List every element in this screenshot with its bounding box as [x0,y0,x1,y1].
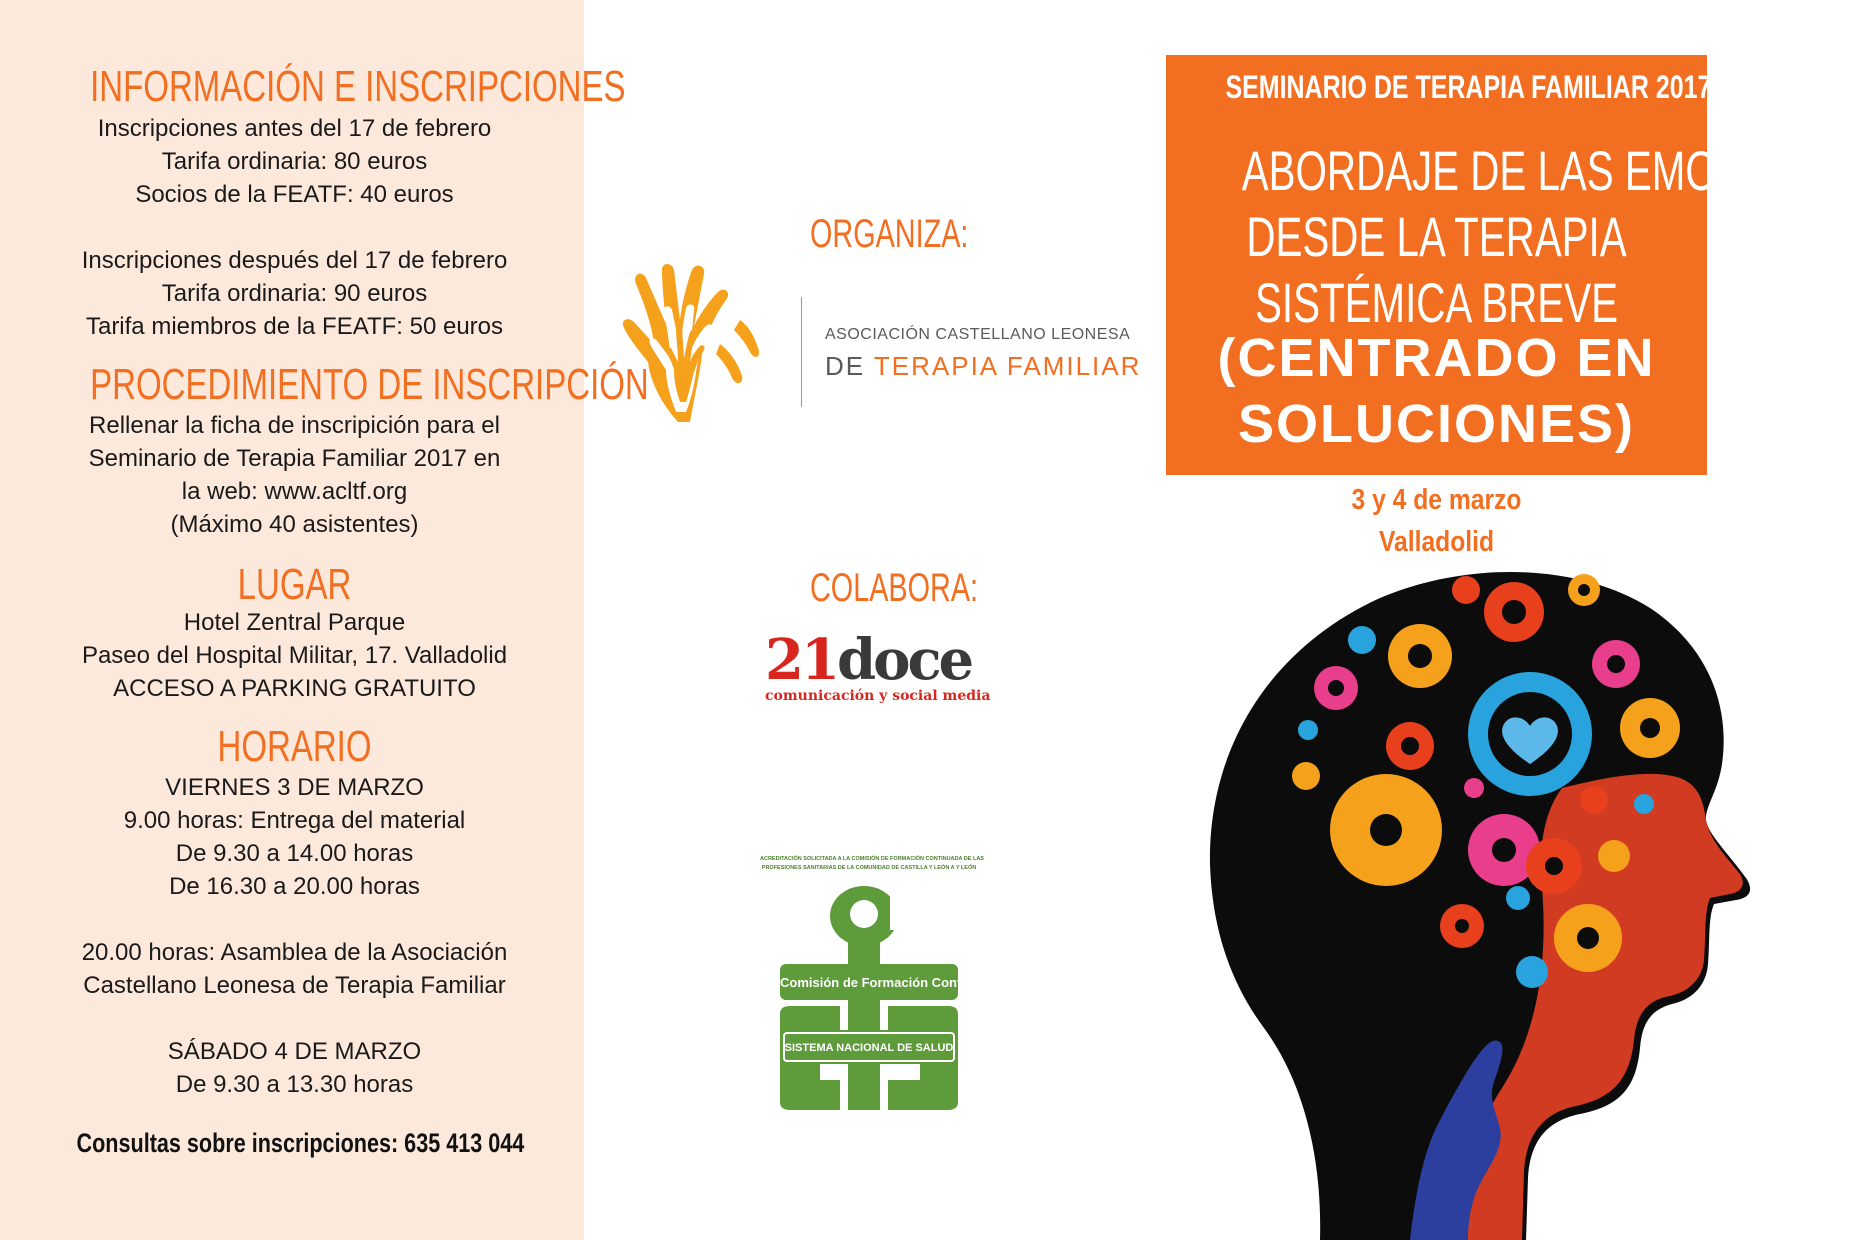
event-date: 3 y 4 de marzo [1351,484,1522,516]
cfc-emblem [780,880,1004,1112]
cfc-small-text-2: PROFESIONES SANITARIAS DE LA COMUNIDAD DE CASTILLA Y LEÓN A Y LEÓN [761,865,977,871]
place-heading: LUGAR [237,560,352,609]
doce-logo-numeral: 21 [765,627,837,693]
schedule-line: 9.00 horas: Entrega del material [123,807,466,834]
info-line: Tarifa miembros de la FEATF: 50 euros [85,313,504,340]
info-line: Socios de la FEATF: 40 euros [135,181,454,208]
info-line [22,211,567,244]
org-name-main: TERAPIA FAMILIAR [873,351,1142,381]
title-line: ABORDAJE DE LAS EMOCIONES [1241,139,1871,202]
procedure-heading: PROCEDIMIENTO DE INSCRIPCIÓN [90,360,649,409]
info-panel [0,0,649,1240]
schedule-line [22,903,567,936]
head-gears-illustration [1210,568,1754,1240]
event-city: Valladolid [1378,526,1495,558]
schedule-line: VIERNES 3 DE MARZO [165,774,424,801]
org-name-line-1: ASOCIACIÓN CASTELLANO LEONESA [825,326,1131,343]
hand-logo-icon [620,262,770,427]
schedule-line: SÁBADO 4 DE MARZO [167,1038,422,1065]
schedule-lines [22,771,567,1101]
org-name-line-2 [825,351,1141,382]
procedure-line: Rellenar la ficha de inscripición para el [89,412,500,439]
info-heading: INFORMACIÓN E INSCRIPCIONES [90,62,626,111]
cfc-logo [760,856,1004,1116]
title-line: DESDE LA TERAPIA [1246,205,1627,268]
cfc-small-text-1: ACREDITACIÓN SOLICITADA A LA COMISIÓN DE FORMACIÓN CONTINUADA DE LAS [760,856,984,862]
colabora-label: COLABORA: [810,566,979,610]
place-lines [22,606,567,705]
place-line: Paseo del Hospital Militar, 17. Valladolid [81,642,508,669]
schedule-line: De 16.30 a 20.00 horas [169,873,420,900]
seminar-subtitle [1166,325,1707,457]
schedule-line [22,1002,567,1035]
cfc-band-1: Comisión de Formación Continuada [780,975,1004,990]
info-line: Tarifa ordinaria: 80 euros [161,148,428,175]
schedule-line: Castellano Leonesa de Terapia Familiar [83,972,506,999]
seminar-kicker: SEMINARIO DE TERAPIA FAMILIAR 2017 [1225,69,1712,105]
doce-logo-word: doce [836,627,972,693]
org-divider [801,297,802,407]
cfc-band-2: SISTEMA NACIONAL DE SALUD [784,1042,954,1054]
place-line: ACCESO A PARKING GRATUITO [113,675,476,702]
organiza-label: ORGANIZA: [810,212,969,256]
place-line: Hotel Zentral Parque [183,609,406,636]
subtitle-line: SOLUCIONES) [1237,394,1636,454]
doce-logo-tagline: comunicación y social media [765,688,991,704]
contact-line: Consultas sobre inscripciones: 635 413 044 [76,1128,525,1158]
procedure-lines [22,409,567,541]
info-line: Tarifa ordinaria: 90 euros [161,280,428,307]
schedule-line: De 9.30 a 13.30 horas [175,1071,414,1098]
info-lines [22,112,567,343]
title-box [1166,55,1871,475]
procedure-line: (Máximo 40 asistentes) [170,511,419,538]
doce-logo-wordmark [765,627,972,693]
title-line: SISTÉMICA BREVE [1255,271,1618,334]
procedure-line: la web: www.acltf.org [181,478,408,505]
doce-logo [765,627,1005,712]
info-column [22,0,649,1240]
procedure-line: Seminario de Terapia Familiar 2017 en [88,445,501,472]
info-line: Inscripciones antes del 17 de febrero [97,115,492,142]
schedule-heading: HORARIO [217,722,372,771]
schedule-line: 20.00 horas: Asamblea de la Asociación [81,939,508,966]
org-name-prefix: DE [825,351,866,381]
seminar-title [1241,138,1871,336]
info-line: Inscripciones después del 17 de febrero [81,247,508,274]
schedule-line: De 9.30 a 14.00 horas [175,840,414,867]
subtitle-line: (CENTRADO EN [1217,328,1656,388]
